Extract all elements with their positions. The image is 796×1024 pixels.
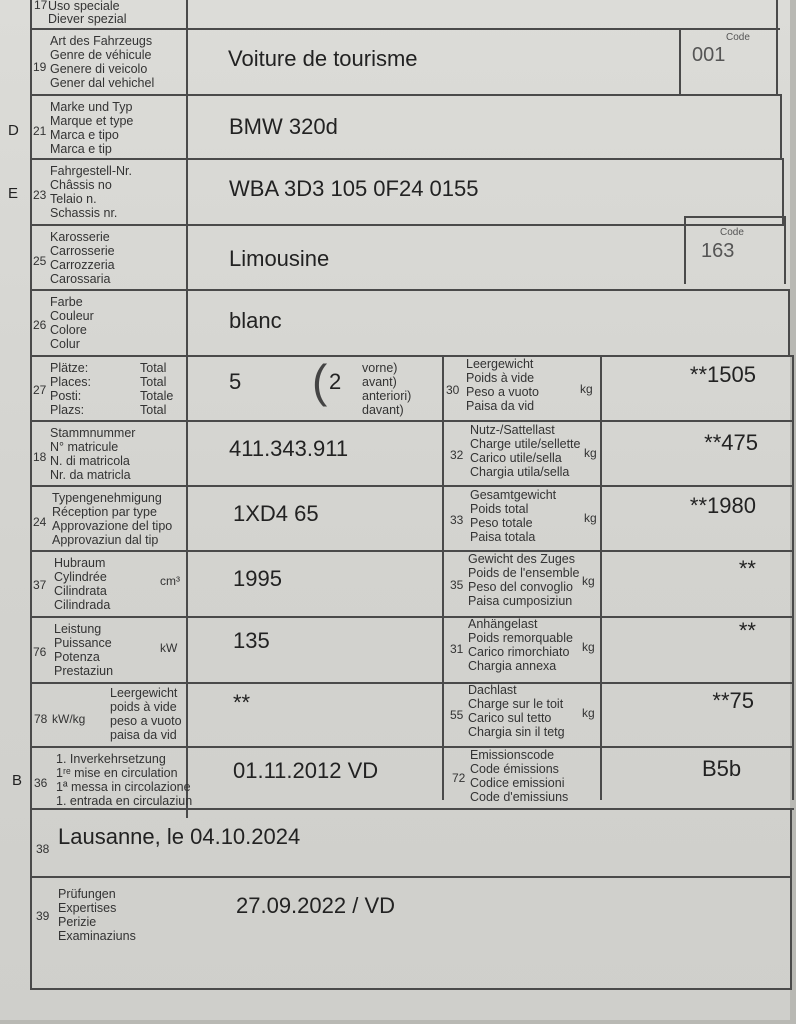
- code-box-25-left: [684, 216, 686, 284]
- frame-right-21: [780, 94, 782, 158]
- label-25-rm: Carossaria: [50, 272, 111, 286]
- label-35-fr: Poids de l'ensemble: [468, 566, 580, 580]
- label-78-it: peso a vuoto: [110, 714, 182, 728]
- label-72-it: Codice emissioni: [470, 776, 565, 790]
- label-37-de: Hubraum: [54, 556, 106, 570]
- label-30-rm: Paisa da vid: [466, 399, 535, 413]
- label-35-rm: Paisa cumposiziun: [468, 594, 573, 608]
- frame-bottom: [30, 988, 792, 990]
- unit-33: kg: [584, 511, 597, 525]
- label-24-fr: Réception par type: [52, 505, 157, 519]
- label-21-fr: Marque et type: [50, 114, 134, 128]
- label-39-it: Perizie: [58, 915, 97, 929]
- label-27-total-de: Total: [140, 361, 167, 375]
- label-72-rm: Code d'emissiuns: [470, 790, 569, 804]
- label-25-de: Karosserie: [50, 230, 110, 244]
- unit-32: kg: [584, 446, 597, 460]
- label-23-it: Telaio n.: [50, 192, 97, 206]
- value-seats-total: 5: [229, 369, 242, 394]
- label-55-fr: Charge sur le toit: [468, 697, 564, 711]
- label-23-fr: Châssis no: [50, 178, 112, 192]
- label-72-de: Emissionscode: [470, 748, 555, 762]
- value-seats-front: 2: [329, 369, 342, 394]
- unit-78: kW/kg: [52, 712, 86, 726]
- field-number-25: 25: [33, 254, 47, 268]
- value-vehicle-type: Voiture de tourisme: [228, 46, 418, 71]
- field-number-30: 30: [446, 383, 460, 397]
- frame-right-top: [776, 0, 778, 28]
- label-18-de: Stammnummer: [50, 426, 136, 440]
- label-27-de: Plätze:: [50, 361, 89, 375]
- label-35-it: Peso del convoglio: [468, 580, 573, 594]
- label-27-front-it: anteriori): [362, 389, 412, 403]
- label-31-it: Carico rimorchiato: [468, 645, 570, 659]
- frame-right-23: [782, 158, 784, 224]
- label-24-de: Typengenehmigung: [52, 491, 162, 505]
- unit-76: kW: [160, 641, 178, 655]
- value-emission-code: B5b: [702, 756, 742, 781]
- field-number-17: 17: [34, 0, 48, 12]
- field-number-18: 18: [33, 450, 47, 464]
- label-27-rm: Plazs:: [50, 403, 85, 417]
- unit-55: kg: [582, 706, 595, 720]
- field-number-72: 72: [452, 771, 466, 785]
- value-gross-weight: **1980: [689, 493, 756, 518]
- label-21-de: Marke und Typ: [50, 100, 133, 114]
- label-37-fr: Cylindrée: [54, 570, 107, 584]
- value-color: blanc: [229, 308, 282, 333]
- label-32-rm: Chargia utila/sella: [470, 465, 570, 479]
- frame-left: [30, 0, 32, 990]
- field-number-39: 39: [36, 909, 50, 923]
- label-19-it: Genere di veicolo: [50, 62, 148, 76]
- side-letter-e: E: [8, 185, 19, 202]
- label-36-de: 1. Inverkehrsetzung: [56, 752, 166, 766]
- field-number-55: 55: [450, 708, 464, 722]
- label-21-rm: Marca e tip: [50, 142, 112, 156]
- label-19-fr: Genre de véhicule: [50, 48, 152, 62]
- label-27-front-fr: avant): [362, 375, 397, 389]
- label-55-rm: Chargia sin il tetg: [468, 725, 565, 739]
- value-power: 135: [233, 628, 270, 653]
- label-27-total-rm: Total: [140, 403, 167, 417]
- rowline-19: [30, 28, 780, 30]
- field-number-24: 24: [33, 515, 47, 529]
- label-39-rm: Examinaziuns: [58, 929, 136, 943]
- unit-30: kg: [580, 382, 593, 396]
- label-27-total-fr: Total: [140, 375, 167, 389]
- value-body-type-code: 163: [701, 240, 735, 262]
- label-32-it: Carico utile/sella: [470, 451, 562, 465]
- label-26-rm: Colur: [50, 337, 80, 351]
- field-number-19: 19: [33, 60, 47, 74]
- bracket-front-seats: (: [312, 355, 328, 407]
- field-number-35: 35: [450, 578, 464, 592]
- field-number-36: 36: [34, 776, 48, 790]
- code-label-25: Code: [720, 227, 744, 238]
- label-33-it: Peso totale: [470, 516, 533, 530]
- rowline-24: [30, 485, 794, 487]
- label-18-fr: N° matricule: [50, 440, 119, 454]
- label-27-front-rm: davant): [362, 403, 404, 417]
- rowline-39: [30, 876, 792, 878]
- label-31-de: Anhängelast: [468, 617, 538, 631]
- label-24-rm: Approvaziun dal tip: [52, 533, 159, 547]
- label-25-fr: Carrosserie: [50, 244, 115, 258]
- value-vehicle-type-code: 001: [692, 44, 726, 66]
- label-32-fr: Charge utile/sellette: [470, 437, 581, 451]
- frame-right-26: [788, 289, 790, 355]
- field-number-76: 76: [33, 645, 47, 659]
- side-letter-b: B: [12, 772, 23, 789]
- label-31-rm: Chargia annexa: [468, 659, 557, 673]
- rowline-25: [30, 224, 786, 226]
- code-box-25-top: [684, 216, 786, 218]
- label-25-it: Carrozzeria: [50, 258, 115, 272]
- label-37-rm: Cilindrada: [54, 598, 111, 612]
- value-chassis-number: WBA 3D3 105 0F24 0155: [229, 176, 479, 201]
- value-issue-place-date: Lausanne, le 04.10.2024: [58, 824, 301, 849]
- field-number-21: 21: [33, 124, 47, 138]
- label-27-total-it: Totale: [140, 389, 174, 403]
- label-72-fr: Code émissions: [470, 762, 559, 776]
- rowline-21: [30, 94, 782, 96]
- label-76-rm: Prestaziun: [54, 664, 114, 678]
- label-23-de: Fahrgestell-Nr.: [50, 164, 132, 178]
- label-78-rm: paisa da vid: [110, 728, 177, 742]
- field-number-78: 78: [34, 712, 48, 726]
- value-first-registration: 01.11.2012 VD: [233, 758, 379, 783]
- code-box-19-right: [776, 28, 778, 94]
- value-displacement: 1995: [233, 566, 282, 591]
- rowline-78: [30, 682, 794, 684]
- field-number-26: 26: [33, 318, 47, 332]
- col-divider-labels: [186, 0, 188, 818]
- value-make-model: BMW 320d: [229, 114, 338, 139]
- field-number-32: 32: [450, 448, 464, 462]
- rowline-23: [30, 158, 784, 160]
- label-76-fr: Puissance: [54, 636, 112, 650]
- label-31-fr: Poids remorquable: [468, 631, 573, 645]
- label-26-fr: Couleur: [50, 309, 94, 323]
- rowline-36: [30, 746, 794, 748]
- rowline-38: [30, 808, 794, 810]
- field-number-38: 38: [36, 842, 50, 856]
- value-registration-number: 411.343.911: [229, 436, 349, 461]
- value-type-approval: 1XD4 65: [233, 501, 319, 526]
- value-body-type: Limousine: [229, 246, 330, 271]
- side-letter-d: D: [8, 122, 19, 139]
- code-label-19: Code: [726, 32, 750, 43]
- label-19-de: Art des Fahrzeugs: [50, 34, 153, 48]
- label-27-fr: Places:: [50, 375, 91, 389]
- label-30-de: Leergewicht: [466, 357, 534, 371]
- value-trailer-load: **: [738, 618, 756, 643]
- label-30-fr: Poids à vide: [466, 371, 535, 385]
- label-76-de: Leistung: [54, 622, 102, 636]
- rowline-27: [30, 355, 792, 357]
- label-19-rm: Gener dal vehichel: [50, 76, 155, 90]
- unit-35: kg: [582, 574, 595, 588]
- field-number-31: 31: [450, 642, 464, 656]
- label-32-de: Nutz-/Sattellast: [470, 423, 555, 437]
- label-78-fr: poids à vide: [110, 700, 177, 714]
- label-23-rm: Schassis nr.: [50, 206, 118, 220]
- value-roof-load: **75: [712, 688, 754, 713]
- label-78-de: Leergewicht: [110, 686, 178, 700]
- label-33-rm: Paisa totala: [470, 530, 536, 544]
- rowline-26: [30, 289, 790, 291]
- label-30-it: Peso a vuoto: [466, 385, 539, 399]
- field-number-23: 23: [33, 188, 47, 202]
- code-box-19-left: [679, 28, 681, 94]
- unit-31: kg: [582, 640, 595, 654]
- label-55-de: Dachlast: [468, 683, 517, 697]
- value-payload: **475: [704, 430, 758, 455]
- value-inspection: 27.09.2022 / VD: [236, 893, 396, 918]
- field-number-27: 27: [33, 383, 47, 397]
- label-18-it: N. di matricola: [50, 454, 130, 468]
- label-27-it: Posti:: [50, 389, 82, 403]
- unit-37: cm³: [160, 574, 180, 588]
- code-box-25-right: [784, 216, 786, 284]
- label-top-1: Uso speciale: [48, 0, 120, 13]
- label-55-it: Carico sul tetto: [468, 711, 552, 725]
- label-27-front-de: vorne): [362, 361, 398, 375]
- value-train-weight: **: [738, 556, 756, 581]
- label-26-it: Colore: [50, 323, 87, 337]
- label-33-de: Gesamtgewicht: [470, 488, 557, 502]
- field-number-33: 33: [450, 513, 464, 527]
- label-36-rm: 1. entrada en circulaziun: [56, 794, 193, 808]
- label-36-fr: 1ʳᵉ mise en circulation: [56, 766, 178, 780]
- frame-right-bottom: [790, 808, 792, 990]
- label-37-it: Cilindrata: [54, 584, 107, 598]
- label-39-fr: Expertises: [58, 901, 117, 915]
- label-36-it: 1ª messa in circolazione: [56, 780, 191, 794]
- label-35-de: Gewicht des Zuges: [468, 552, 575, 566]
- label-24-it: Approvazione del tipo: [52, 519, 173, 533]
- label-26-de: Farbe: [50, 295, 83, 309]
- label-top-2: Diever spezial: [48, 12, 127, 26]
- field-number-37: 37: [33, 578, 47, 592]
- label-76-it: Potenza: [54, 650, 100, 664]
- value-power-weight-ratio: **: [233, 690, 251, 715]
- label-21-it: Marca e tipo: [50, 128, 119, 142]
- rowline-37: [30, 550, 794, 552]
- label-18-rm: Nr. da matricla: [50, 468, 131, 482]
- value-curb-weight: **1505: [689, 362, 756, 387]
- label-33-fr: Poids total: [470, 502, 529, 516]
- rowline-18: [30, 420, 794, 422]
- label-39-de: Prüfungen: [58, 887, 116, 901]
